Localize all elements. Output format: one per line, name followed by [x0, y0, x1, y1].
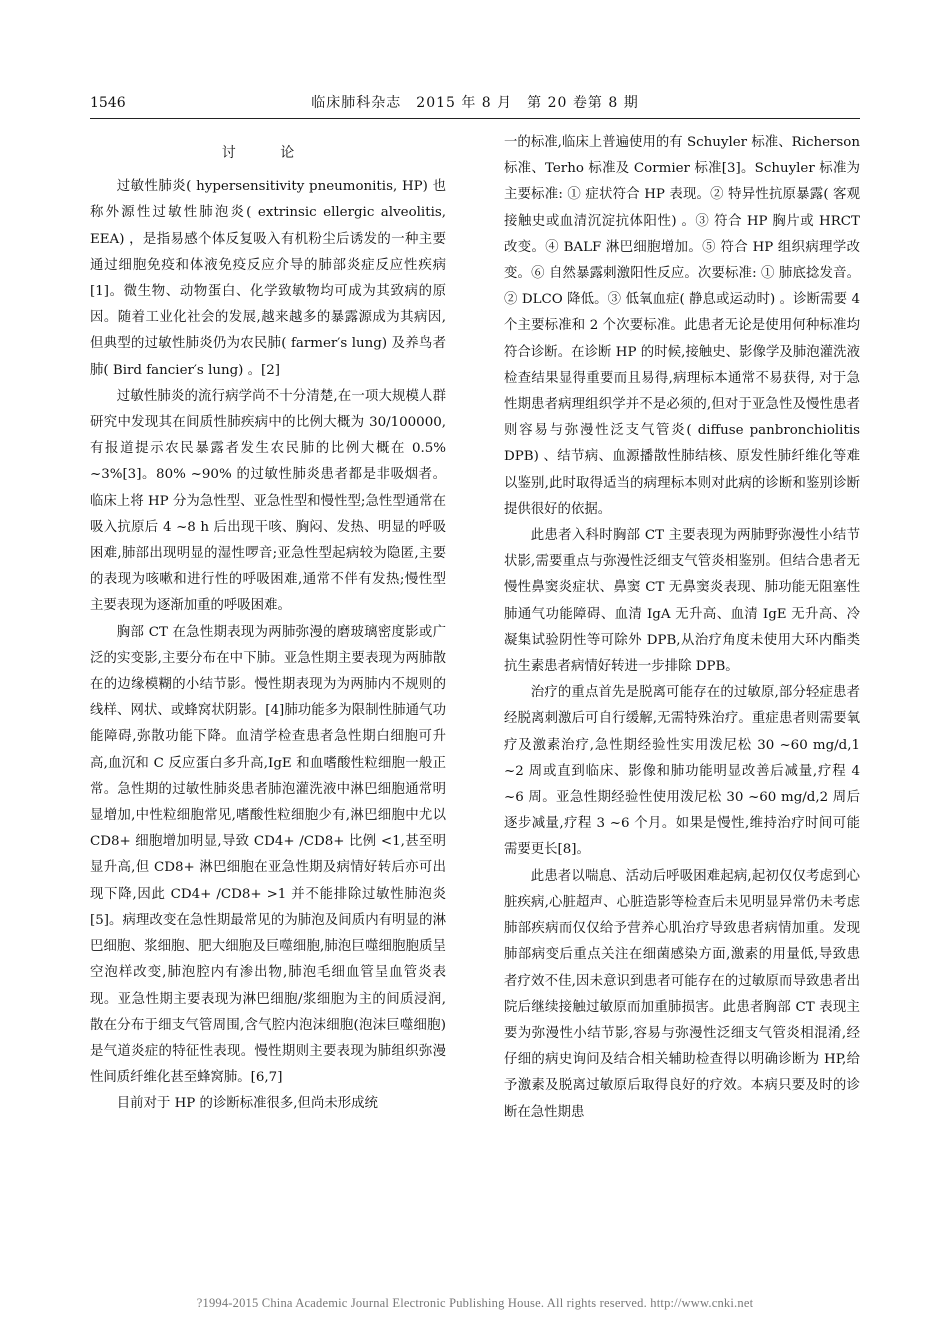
journal-info: 临床肺科杂志 2015 年 8 月 第 20 卷第 8 期 — [311, 95, 639, 111]
paragraph: 目前对于 HP 的诊断标准很多,但尚未形成统 — [116, 1096, 378, 1112]
paragraph: 此患者入科时胸部 CT 主要表现为两肺野弥漫性小结节状影,需要重点与弥漫性泛细支气管炎相鉴别。但结合患者无慢性鼻窦炎症状、鼻窦 CT 无鼻窦炎表现、肺功能无阻塞性肺通气功能障碍、血清 IgA 无升高、血清 IgE 无升高、冷凝集试验阴性等可除外 DPB,从治疗角度未使用大环内酯类抗生素患者病情好转进一步排除 DPB。 — [504, 528, 860, 675]
paragraph: 胸部 CT 在急性期表现为两肺弥漫的磨玻璃密度影或广泛的实变影,主要分布在中下肺。亚急性期主要表现为两肺散在的边缘模糊的小结节影。慢性期表现为为两肺内不规则的线样、网状、或蜂窝状阴影。[4]肺功能多为限制性肺通气功能障碍,弥散功能下降。血清学检查患者急性期白细胞可升高,血沉和 C 反应蛋白多升高,IgE 和血嗜酸性粒细胞一般正常。急性期的过敏性肺炎患者肺泡灌洗液中淋巴细胞通常明显增加,中性粒细胞常见,嗜酸性粒细胞少有,淋巴细胞中尤以 CD8+ 细胞增加明显,导致 CD4+ /CD8+ 比例 <1,甚至明显升高,但 CD8+ 淋巴细胞在亚急性期及病情好转后亦可出现下降,因此 CD4+ /CD8+ >1 并不能排除过敏性肺泡炎[5]。病理改变在急性期最常见的为肺泡及间质内有明显的淋巴细胞、浆细胞、肥大细胞及巨噬细胞,肺泡巨噬细胞胞质呈空泡样改变,肺泡腔内有渗出物,肺泡毛细血管呈血管炎表现。亚急性期主要表现为淋巴细胞/浆细胞为主的间质浸润,散在分布于细支气管周围,含气腔内泡沫细胞(泡沫巨噬细胞) 是气道炎症的特征性表现。慢性期则主要表现为肺组织弥漫性间质纤维化甚至蜂窝肺。[6,7] — [90, 624, 446, 1086]
paragraph: 过敏性肺炎( hypersensitivity pneumonitis, HP) 也称外源性过敏性肺泡炎( extrinsic ellergic alveolitis, EEA) ，是指易感个体反复吸入有机粉尘后诱发的一种主要通过细胞免疫和体液免疫反应介导的肺部炎症反应性疾病[1]。微生物、动物蛋白、化学致敏物均可成为其致病的原因。随着工业化社会的发展,越来越多的暴露源成为其病因,但典型的过敏性肺炎仍为农民肺( farmer′s lung) 及养鸟者肺( Bird fancier′s lung) 。[2] — [90, 179, 446, 378]
paragraph: 此患者以喘息、活动后呼吸困难起病,起初仅仅考虑到心脏疾病,心脏超声、心脏造影等检查后未见明显异常仍未考虑肺部疾病而仅仅给予营养心肌治疗导致患者病情加重。发现肺部病变后重点关注在细菌感染方面,激素的用量低,导致患者疗效不佳,因未意识到患者可能存在的过敏原而导致患者出院后继续接触过敏原而加重肺损害。此患者胸部 CT 表现主要为弥漫性小结节影,容易与弥漫性泛细支气管炎相混淆,经仔细的病史询问及结合相关辅助检查得以明确诊断为 HP,给予激素及脱离过敏原后取得良好的疗效。本病只要及时的诊断在急性期患 — [504, 868, 860, 1120]
paragraph: 过敏性肺炎的流行病学尚不十分清楚,在一项大规模人群研究中发现其在间质性肺疾病中的比例大概为 30/100000,有报道提示农民暴露者发生农民肺的比例大概在 0.5% ~3%[3]。80% ~90% 的过敏性肺炎患者都是非吸烟者。临床上将 HP 分为急性型、亚急性型和慢性型;急性型通常在吸入抗原后 4 ~8 h 后出现干咳、胸闷、发热、明显的呼吸困难,肺部出现明显的湿性啰音;亚急性型起病较为隐匿,主要的表现为咳嗽和进行性的呼吸困难,通常不伴有发热;慢性型主要表现为逐渐加重的呼吸困难。 — [90, 388, 446, 614]
header-rule — [90, 118, 860, 119]
section-title: 讨 论 — [221, 145, 315, 161]
running-header — [90, 92, 860, 114]
copyright-footer: ?1994-2015 China Academic Journal Electronic Publishing House. All rights reserved. http://www.cnki.net — [196, 1296, 754, 1310]
right-column — [504, 130, 860, 1234]
left-column — [90, 130, 446, 1234]
paragraph: 治疗的重点首先是脱离可能存在的过敏原,部分轻症患者经脱离刺激后可自行缓解,无需特殊治疗。重症患者则需要氧疗及激素治疗,急性期经验性实用泼尼松 30 ~60 mg/d,1 ~2 周或直到临床、影像和肺功能明显改善后减量,疗程 4 ~6 周。亚急性期经验性使用泼尼松 30 ~60 mg/d,2 周后逐步减量,疗程 3 ~6 个月。如果是慢性,维持治疗时间可能需要更长[8]。 — [504, 685, 860, 858]
page-number: 1546 — [90, 95, 126, 111]
paragraph: 一的标准,临床上普遍使用的有 Schuyler 标准、Richerson 标准、Terho 标准及 Cormier 标准[3]。Schuyler 标准为主要标准: ① 症状符合 HP 表现。② 特异性抗原暴露( 客观接触史或血清沉淀抗体阳性) 。③ 符合 HP 胸片或 HRCT 改变。④ BALF 淋巴细胞增加。⑤ 符合 HP 组织病理学改变。⑥ 自然暴露刺激阳性反应。次要标准: ① 肺底捻发音。② DLCO 降低。③ 低氧血症( 静息或运动时) 。诊断需要 4 个主要标准和 2 个次要标准。此患者无论是使用何种标准均符合诊断。在诊断 HP 的时候,接触史、影像学及肺泡灌洗液检查结果显得重要而且易得,病理标本通常不易获得, 对于急性期患者病理组织学并不是必须的,但对于亚急性及慢性患者则容易与弥漫性泛支气管炎( diffuse panbronchiolitis DPB) 、结节病、血源播散性肺结核、原发性肺纤维化等难以鉴别,此时取得适当的病理标本则对此病的诊断和鉴别诊断提供很好的依据。 — [504, 135, 860, 517]
